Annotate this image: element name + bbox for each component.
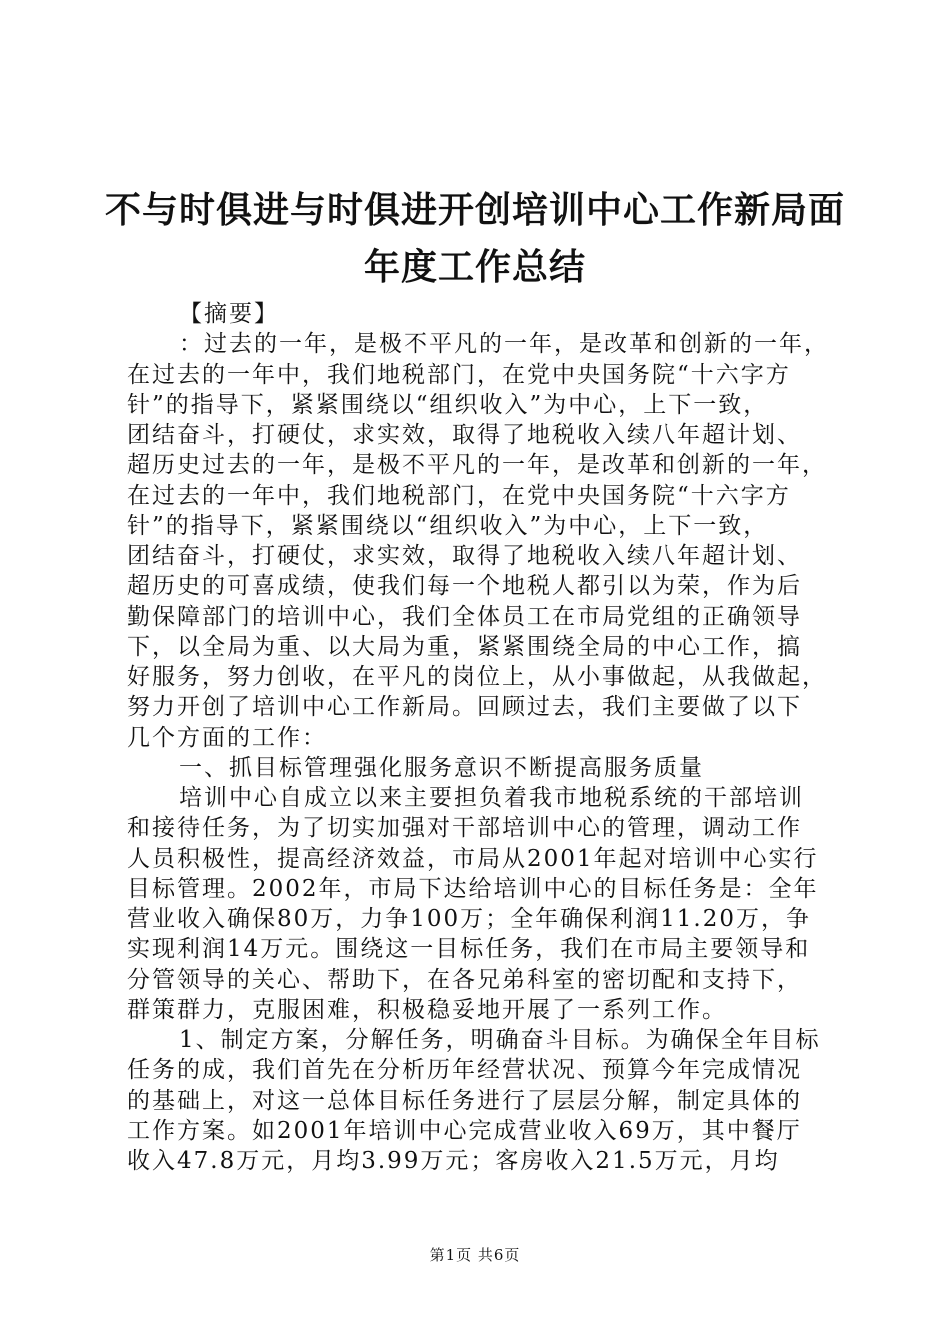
body-text-line: 群策群力，克服困难，积极稳妥地开展了一系列工作。: [127, 996, 727, 1023]
body-text-line: ：过去的一年，是极不平凡的一年，是改革和创新的一年，: [179, 331, 829, 358]
page-footer: 第1页 共6页: [429, 1246, 521, 1264]
body-text-line: 1、制定方案，分解任务，明确奋斗目标。为确保全年目标: [179, 1027, 821, 1053]
document-title-line-2: 年度工作总结: [363, 247, 586, 288]
body-text-line: 针”的指导下，紧紧围绕以“组织收入”为中心，上下一致，: [127, 391, 769, 418]
document-title-line-1: 不与时俱进与时俱进开创培训中心工作新局面: [104, 190, 845, 231]
body-text-line: 【摘要】: [179, 301, 279, 327]
body-text-line: 工作方案。如2001年培训中心完成营业收入69万，其中餐厅: [127, 1117, 802, 1144]
body-text-line: 几个方面的工作：: [127, 724, 327, 751]
body-text-line: 下，以全局为重、以大局为重，紧紧围绕全局的中心工作，搞: [127, 633, 802, 660]
body-text-line: 勤保障部门的培训中心，我们全体员工在市局党组的正确领导: [127, 603, 802, 630]
body-text-line: 团结奋斗，打硬仗，求实效，取得了地税收入续八年超计划、: [127, 543, 802, 569]
document-body: [127, 299, 839, 1176]
body-text-line: 收入47.8万元，月均3.99万元；客房收入21.5万元，月均: [127, 1148, 780, 1174]
body-text-line: 针”的指导下，紧紧围绕以“组织收入”为中心，上下一致，: [127, 512, 769, 539]
body-text-line: 超历史的可喜成绩，使我们每一个地税人都引以为荣，作为后: [127, 573, 802, 600]
body-text-line: 团结奋斗，打硬仗，求实效，取得了地税收入续八年超计划、: [127, 422, 802, 448]
body-text-line: 努力开创了培训中心工作新局。回顾过去，我们主要做了以下: [127, 694, 802, 721]
body-text-line: 一、抓目标管理强化服务意识不断提高服务质量: [179, 754, 704, 781]
body-text-line: 营业收入确保80万，力争100万；全年确保利润11.20万，争: [127, 906, 812, 932]
body-text-line: 实现利润14万元。围绕这一目标任务，我们在市局主要领导和: [127, 936, 811, 963]
body-text-line: 人员积极性，提高经济效益，市局从2001年起对培训中心实行: [127, 845, 819, 872]
body-text-line: 好服务，努力创收，在平凡的岗位上，从小事做起，从我做起，: [127, 664, 827, 690]
body-text-line: 目标管理。2002年，市局下达给培训中心的目标任务是：全年: [127, 875, 819, 902]
body-text-line: 在过去的一年中，我们地税部门，在党中央国务院“十六字方: [127, 361, 791, 388]
body-text-line: 超历史过去的一年，是极不平凡的一年，是改革和创新的一年，: [127, 452, 827, 479]
body-text-line: 和接待任务，为了切实加强对干部培训中心的管理，调动工作: [127, 815, 802, 842]
body-text-line: 培训中心自成立以来主要担负着我市地税系统的干部培训: [179, 785, 804, 811]
body-text-line: 分管领导的关心、帮助下，在各兄弟科室的密切配和支持下，: [127, 966, 802, 993]
body-text-line: 在过去的一年中，我们地税部门，在党中央国务院“十六字方: [127, 482, 791, 509]
body-text-line: 任务的成，我们首先在分析历年经营状况、预算今年完成情况: [127, 1057, 802, 1084]
body-text-line: 的基础上，对这一总体目标任务进行了层层分解，制定具体的: [127, 1087, 802, 1114]
